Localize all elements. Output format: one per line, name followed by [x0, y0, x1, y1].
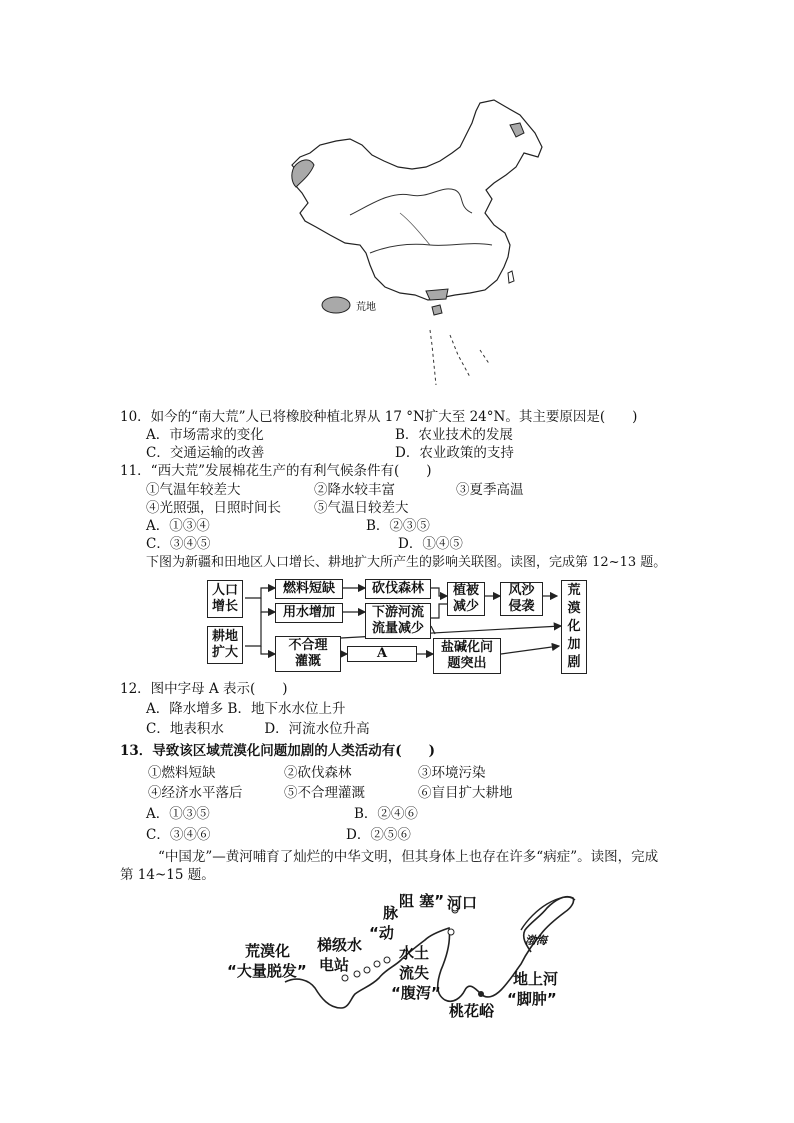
label-desertification: 荒漠化	[245, 942, 291, 960]
flow-pop-growth: 人口增长	[207, 580, 243, 618]
label-estuary: 河口	[447, 894, 478, 912]
label-diarrhea: “腹泻”	[391, 984, 441, 1002]
q11-stem: 11．“西大荒”发展棉花生产的有利气候条件有( )	[120, 463, 432, 479]
q13-stem: 13．导致该区域荒漠化问题加剧的人类活动有( )	[120, 743, 436, 759]
q11-option-a: A．①③④	[146, 518, 210, 534]
flow-irrigation: 不合理灌溉	[275, 636, 341, 672]
china-outline	[292, 100, 542, 300]
label-swollen-feet: “脚肿”	[507, 990, 557, 1008]
q10-option-d: D．农业政策的支持	[395, 445, 514, 461]
q11-choice-3: ③夏季高温	[456, 482, 524, 498]
label-move: “动	[369, 924, 394, 942]
label-bohai: 渤海	[525, 934, 547, 947]
label-raised-river: 地上河	[513, 970, 559, 988]
q13-option-d: D．②⑤⑥	[346, 827, 411, 843]
label-dams-2: 电站	[319, 956, 350, 974]
flow-sandstorm: 风沙侵袭	[500, 582, 543, 616]
q13-option-b: B．②④⑥	[354, 806, 418, 822]
legend-desert-label: 荒地	[356, 302, 376, 313]
q12-options-ab: A．降水增多 B．地下水水位上升	[146, 701, 346, 717]
south-sea-line	[430, 330, 490, 385]
q12-options-cd: C．地表积水 D．河流水位升高	[146, 721, 370, 737]
flow-diagram	[205, 576, 590, 676]
q13-choice-3: ③环境污染	[418, 765, 486, 781]
legend-desert-symbol	[322, 297, 350, 313]
q12-stem: 12．图中字母 A 表示( )	[120, 681, 288, 697]
label-soil: 水土	[399, 944, 430, 962]
yellow-river-map	[225, 890, 585, 1030]
taohuayu-point	[478, 991, 484, 997]
intro-14-15-line1: “中国龙”—黄河哺育了灿烂的中华文明，但其身体上也存在许多“病症”。读图，完成	[158, 849, 659, 865]
hainan-island	[432, 305, 442, 315]
flow-vegetation-decrease: 植被减少	[447, 582, 485, 616]
label-dams: 梯级水	[317, 936, 363, 954]
q11-choice-1: ①气温年较差大	[146, 482, 241, 498]
flow-deforestation: 砍伐森林	[365, 579, 431, 599]
q13-choice-5: ⑤不合理灌溉	[284, 785, 365, 801]
q10-option-c: C．交通运输的改善	[146, 445, 265, 461]
taiwan-island	[508, 271, 514, 283]
label-taohuayu: 桃花峪	[449, 1002, 495, 1020]
q11-option-b: B．②③⑤	[366, 518, 430, 534]
q11-choice-2: ②降水较丰富	[314, 482, 395, 498]
flow-river-flow-decrease: 下游河流流量减少	[365, 603, 431, 639]
q11-option-d: D．①④⑤	[398, 536, 463, 552]
q13-choice-2: ②砍伐森林	[284, 765, 352, 781]
label-soil-2: 流失	[399, 964, 430, 982]
flow-land-expansion: 耕地扩大	[207, 626, 243, 664]
flow-salinization: 盐碱化问题突出	[433, 638, 501, 674]
q10-stem: 10．如今的“南大荒”人已将橡胶种植北界从 17 °N扩大至 24°N。其主要原因是( )	[120, 409, 638, 425]
q13-option-c: C．③④⑥	[146, 827, 211, 843]
q11-choice-4: ④光照强，日照时间长	[146, 500, 281, 516]
intro-12-13: 下图为新疆和田地区人口增长、耕地扩大所产生的影响关联图。读图，完成第 12~13 题。	[146, 555, 667, 570]
flow-a-box: A	[347, 646, 417, 662]
q13-option-a: A．①③⑤	[146, 806, 210, 822]
q13-choice-1: ①燃料短缺	[148, 765, 216, 781]
desert-patch-south	[426, 289, 448, 300]
q11-choice-5: ⑤气温日较差大	[314, 500, 409, 516]
flow-water-increase: 用水增加	[275, 603, 343, 623]
q13-choice-6: ⑥盲目扩大耕地	[418, 785, 513, 801]
intro-14-15-line2: 第 14~15 题。	[120, 867, 215, 883]
china-desert-map	[280, 95, 560, 400]
label-blockage: 阻 塞”	[399, 892, 445, 910]
flow-desertification: 荒漠化加剧	[561, 580, 587, 674]
q10-option-b: B．农业技术的发展	[395, 427, 513, 443]
label-pulse: 脉	[383, 904, 399, 922]
q13-choice-4: ④经济水平落后	[148, 785, 243, 801]
label-hair-loss: “大量脱发”	[227, 962, 307, 980]
q11-option-c: C．③④⑤	[146, 536, 211, 552]
q10-option-a: A．市场需求的变化	[146, 427, 264, 443]
flow-fuel-shortage: 燃料短缺	[275, 579, 343, 599]
